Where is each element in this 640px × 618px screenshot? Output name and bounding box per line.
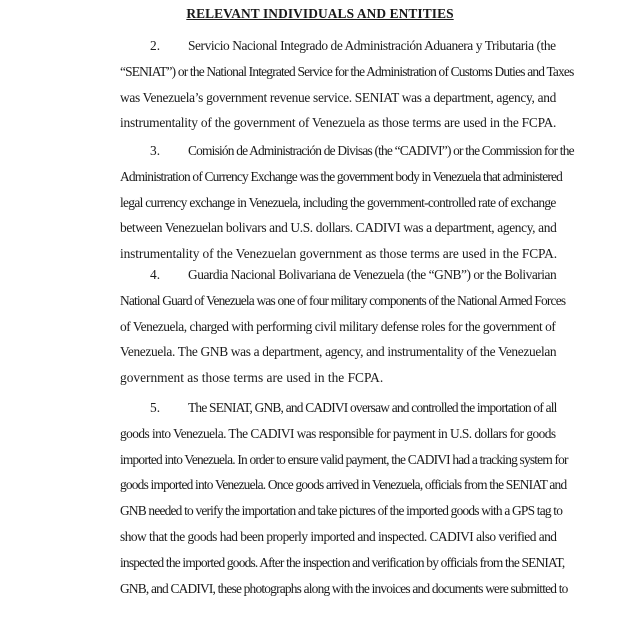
paragraph-text: instrumentality of the government of Venezuela as those terms are used in the FCPA. bbox=[120, 115, 557, 131]
paragraph-text: of Venezuela, charged with performing civil military defense roles for the government of bbox=[120, 318, 556, 334]
section-heading: RELEVANT INDIVIDUALS AND ENTITIES bbox=[186, 6, 454, 21]
paragraph-text: National Guard of Venezuela was one of four military components of the National Armed Forces bbox=[120, 292, 566, 308]
paragraph-text: Comisión de Administración de Divisas (the “CADIVI”) or the Commission for the bbox=[188, 143, 574, 158]
paragraph-text: goods into Venezuela. The CADIVI was responsible for payment in U.S. dollars for goods bbox=[120, 425, 556, 441]
paragraph-text: was Venezuela’s government revenue service. SENIAT was a department, agency, and bbox=[120, 89, 556, 105]
paragraph-text: Guardia Nacional Bolivariana de Venezuela (the “GNB”) or the Bolivarian bbox=[188, 267, 557, 282]
paragraph-text: Venezuela. The GNB was a department, agency, and instrumentality of the Venezuelan bbox=[120, 344, 557, 360]
paragraph-text: inspected the imported goods. After the inspection and verification by officials from the SENIAT, bbox=[120, 554, 565, 570]
paragraph-text: goods imported into Venezuela. Once goods arrived in Venezuela, officials from the SENIAT and bbox=[120, 477, 567, 493]
paragraph-text: legal currency exchange in Venezuela, including the government-controlled rate of exchange bbox=[120, 194, 556, 210]
paragraph-text: instrumentality of the Venezuelan government as those terms are used in the FCPA. bbox=[120, 246, 557, 262]
paragraph-text: government as those terms are used in the FCPA. bbox=[120, 370, 384, 386]
paragraph-text: show that the goods had been properly imported and inspected. CADIVI also verified and bbox=[120, 529, 557, 544]
paragraph-number: 4. bbox=[150, 267, 161, 282]
paragraph-text: “SENIAT”) or the National Integrated Service for the Administration of Customs Duties and Taxes bbox=[120, 63, 574, 79]
paragraph-text: GNB needed to verify the importation and take pictures of the imported goods with a GPS tag to bbox=[120, 503, 563, 519]
paragraph-number: 5. bbox=[150, 400, 161, 415]
paragraph-text: GNB, and CADIVI, these photographs along with the invoices and documents were submitted to bbox=[120, 580, 568, 596]
paragraph-number: 2. bbox=[150, 38, 161, 53]
paragraph-text: Servicio Nacional Integrado de Administración Aduanera y Tributaria (the bbox=[188, 38, 556, 53]
paragraph-text: The SENIAT, GNB, and CADIVI oversaw and controlled the importation of all bbox=[188, 400, 557, 415]
paragraph-number: 3. bbox=[150, 143, 161, 158]
paragraph-text: Administration of Currency Exchange was the government body in Venezuela that administered bbox=[120, 168, 563, 184]
paragraph-text: imported into Venezuela. In order to ensure valid payment, the CADIVI had a tracking system for bbox=[120, 451, 568, 467]
paragraph-text: between Venezuelan bolivars and U.S. dollars. CADIVI was a department, agency, and bbox=[120, 220, 557, 236]
